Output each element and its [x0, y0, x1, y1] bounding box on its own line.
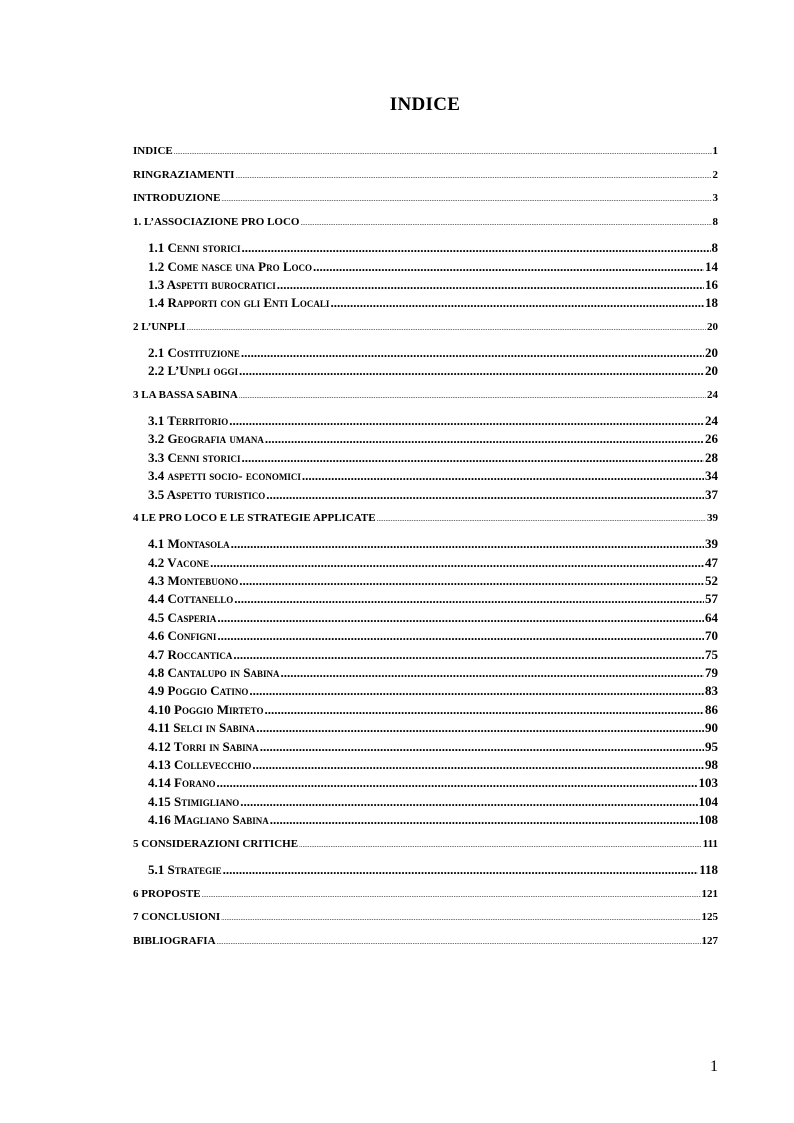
- toc-entry-page: 37: [705, 487, 718, 502]
- toc-entry-label: 1.4 Rapporti con gli Enti Locali: [148, 295, 330, 310]
- toc-entry-page: 20: [705, 363, 718, 378]
- dot-leader: [221, 192, 711, 204]
- toc-entry-page: 24: [707, 389, 718, 401]
- dot-leader: [241, 345, 704, 361]
- toc-entry-label: 3.4 aspetti socio- economici: [148, 468, 301, 483]
- toc-entry-label: RINGRAZIAMENTI: [133, 169, 235, 181]
- toc-entry-page: 64: [705, 610, 718, 625]
- dot-leader: [210, 555, 704, 571]
- toc-entry-page: 16: [705, 277, 718, 292]
- toc-entry-page: 79: [705, 665, 718, 680]
- toc-entry-section-4-7[interactable]: [148, 647, 718, 663]
- toc-entry-page: 47: [705, 555, 718, 570]
- toc-entry-label: 2 L’UNPLI: [133, 321, 186, 333]
- toc-entry-section-5-1[interactable]: [148, 862, 718, 878]
- toc-entry-page: 39: [705, 536, 718, 551]
- toc-entry-chapter-1[interactable]: [133, 216, 718, 228]
- dot-leader: [217, 628, 704, 644]
- toc-entry-label: 3.1 Territorio: [148, 413, 229, 428]
- dot-leader: [240, 794, 697, 810]
- toc-entry-page: 108: [698, 812, 718, 827]
- toc-entry-label: 4.7 Roccantica: [148, 647, 233, 662]
- toc-entry-page: 18: [705, 295, 718, 310]
- toc-entry-page: 121: [701, 888, 718, 900]
- page-number: 1: [710, 1058, 718, 1075]
- toc-entry-page: 103: [698, 775, 718, 790]
- toc-entry-label: 4.9 Poggio Catino: [148, 683, 249, 698]
- toc-entry-section-3-5[interactable]: [148, 487, 718, 503]
- toc-entry-section-4-10[interactable]: [148, 702, 718, 718]
- toc-entry-section-4-3[interactable]: [148, 573, 718, 589]
- toc-entry-section-4-14[interactable]: [148, 775, 718, 791]
- toc-entry-label: 1.1 Cenni storici: [148, 240, 241, 255]
- dot-leader: [217, 935, 701, 947]
- toc-entry-label: 6 PROPOSTE: [133, 888, 201, 900]
- dot-leader: [229, 413, 704, 429]
- toc-entry-chapter-7[interactable]: [133, 911, 718, 923]
- dot-leader: [299, 838, 702, 850]
- dot-leader: [260, 739, 704, 755]
- toc-entry-page: 70: [705, 628, 718, 643]
- toc-entry-page: 127: [701, 935, 718, 947]
- dot-leader: [280, 665, 704, 681]
- toc-entry-section-4-11[interactable]: [148, 720, 718, 736]
- toc-entry-page: 26: [705, 431, 718, 446]
- dot-leader: [239, 573, 704, 589]
- dot-leader: [265, 431, 704, 447]
- dot-leader: [217, 610, 704, 626]
- toc-entry-introduzione[interactable]: [133, 192, 718, 204]
- toc-entry-page: 98: [705, 757, 718, 772]
- toc-entry-label: 4.4 Cottanello: [148, 591, 234, 606]
- toc-entry-section-2-2[interactable]: [148, 363, 718, 379]
- dot-leader: [242, 240, 711, 256]
- toc-entry-section-4-2[interactable]: [148, 555, 718, 571]
- dot-leader: [330, 295, 704, 311]
- toc-entry-label: 1. L’ASSOCIAZIONE PRO LOCO: [133, 216, 300, 228]
- toc-entry-label: INTRODUZIONE: [133, 192, 221, 204]
- toc-entry-label: 5.1 Strategie: [148, 862, 222, 877]
- toc-entry-label: 2.2 L’Unpli oggi: [148, 363, 238, 378]
- toc-entry-label: 3.3 Cenni storici: [148, 450, 241, 465]
- toc-entry-page: 83: [705, 683, 718, 698]
- toc-entry-chapter-6[interactable]: [133, 888, 718, 900]
- dot-leader: [239, 389, 706, 401]
- dot-leader: [256, 720, 704, 736]
- toc-entry-section-4-15[interactable]: [148, 794, 718, 810]
- dot-leader: [249, 683, 704, 699]
- toc-entry-section-4-12[interactable]: [148, 739, 718, 755]
- toc-entry-page: 125: [701, 911, 718, 923]
- toc-entry-page: 75: [705, 647, 718, 662]
- toc-entry-section-2-1[interactable]: [148, 345, 718, 361]
- toc-entry-page: 8: [711, 240, 718, 255]
- dot-leader: [377, 512, 706, 524]
- dot-leader: [202, 888, 701, 900]
- toc-entry-section-4-8[interactable]: [148, 665, 718, 681]
- toc-entry-label: BIBLIOGRAFIA: [133, 935, 216, 947]
- toc-entry-page: 14: [705, 259, 718, 274]
- dot-leader: [233, 647, 704, 663]
- toc-entry-label: 5 CONSIDERAZIONI CRITICHE: [133, 838, 299, 850]
- page-title: INDICE: [389, 94, 461, 115]
- dot-leader: [242, 450, 705, 466]
- toc-entry-section-3-2[interactable]: [148, 431, 718, 447]
- dot-leader: [300, 216, 711, 228]
- toc-entry-label: 3.2 Geografia umana: [148, 431, 264, 446]
- toc-entry-page: 57: [705, 591, 718, 606]
- toc-entry-page: 39: [707, 512, 718, 524]
- dot-leader: [313, 259, 704, 275]
- toc-entry-label: 4.14 Forano: [148, 775, 216, 790]
- dot-leader: [216, 775, 697, 791]
- toc-entry-label: 1.3 Aspetti burocratici: [148, 277, 276, 292]
- toc-entry-section-3-4[interactable]: [148, 468, 718, 484]
- dot-leader: [265, 702, 705, 718]
- toc-entry-chapter-4[interactable]: [133, 512, 718, 524]
- toc-entry-label: 4.6 Configni: [148, 628, 217, 643]
- toc-entry-page: 20: [707, 321, 718, 333]
- toc-entry-page: 95: [705, 739, 718, 754]
- dot-leader: [302, 468, 704, 484]
- toc-entry-page: 111: [702, 838, 718, 850]
- toc-entry-label: 4.3 Montebuono: [148, 573, 239, 588]
- toc-entry-page: 104: [698, 794, 718, 809]
- toc-entry-page: 20: [705, 345, 718, 360]
- dot-leader: [234, 591, 704, 607]
- toc-entry-label: 1.2 Come nasce una Pro Loco: [148, 259, 313, 274]
- toc-entry-label: 3.5 Aspetto turistico: [148, 487, 266, 502]
- toc-entry-bibliografia[interactable]: [133, 935, 718, 947]
- dot-leader: [266, 487, 704, 503]
- toc-entry-page: 3: [712, 192, 718, 204]
- toc-entry-label: INDICE: [133, 145, 173, 157]
- toc-entry-section-4-9[interactable]: [148, 683, 718, 699]
- toc-entry-section-1-4[interactable]: [148, 295, 718, 311]
- toc-entry-page: 24: [705, 413, 718, 428]
- toc-entry-page: 8: [712, 216, 718, 228]
- toc-entry-label: 4.11 Selci in Sabina: [148, 720, 256, 735]
- toc-entry-chapter-5[interactable]: [133, 838, 718, 850]
- toc-entry-label: 4.12 Torri in Sabina: [148, 739, 259, 754]
- toc-entry-section-4-13[interactable]: [148, 757, 718, 773]
- toc-entry-page: 2: [712, 169, 718, 181]
- toc-entry-label: 4.10 Poggio Mirteto: [148, 702, 264, 717]
- dot-leader: [223, 862, 699, 878]
- toc-entry-page: 28: [705, 450, 718, 465]
- dot-leader: [235, 169, 711, 181]
- toc-entry-label: 4.5 Casperia: [148, 610, 217, 625]
- toc-entry-label: 4 LE PRO LOCO E LE STRATEGIE APPLICATE: [133, 512, 376, 524]
- toc-entry-label: 4.8 Cantalupo in Sabina: [148, 665, 280, 680]
- toc-entry-label: 7 CONCLUSIONI: [133, 911, 221, 923]
- toc-entry-page: 90: [705, 720, 718, 735]
- toc-entry-section-1-2[interactable]: [148, 259, 718, 275]
- toc-entry-section-4-5[interactable]: [148, 610, 718, 626]
- dot-leader: [252, 757, 704, 773]
- toc-entry-indice[interactable]: [133, 145, 718, 157]
- dot-leader: [231, 536, 704, 552]
- toc-entry-label: 4.1 Montasola: [148, 536, 230, 551]
- toc-entry-page: 52: [705, 573, 718, 588]
- toc-entry-section-3-1[interactable]: [148, 413, 718, 429]
- toc-entry-label: 4.2 Vacone: [148, 555, 210, 570]
- toc-entry-page: 34: [705, 468, 718, 483]
- dot-leader: [270, 812, 698, 828]
- toc-entry-page: 1: [712, 145, 718, 157]
- toc-entry-label: 4.15 Stimigliano: [148, 794, 240, 809]
- dot-leader: [186, 321, 706, 333]
- toc-entry-ringraziamenti[interactable]: [133, 169, 718, 181]
- toc-entry-section-4-16[interactable]: [148, 812, 718, 828]
- toc-entry-section-1-1[interactable]: [148, 240, 718, 256]
- toc-entry-section-4-6[interactable]: [148, 628, 718, 644]
- toc-entry-label: 2.1 Costituzione: [148, 345, 240, 360]
- toc-entry-section-1-3[interactable]: [148, 277, 718, 293]
- toc-entry-label: 4.13 Collevecchio: [148, 757, 252, 772]
- dot-leader: [277, 277, 704, 293]
- toc-entry-section-4-4[interactable]: [148, 591, 718, 607]
- toc-entry-label: 3 LA BASSA SABINA: [133, 389, 238, 401]
- toc-entry-section-3-3[interactable]: [148, 450, 718, 466]
- dot-leader: [221, 911, 700, 923]
- toc-entry-chapter-2[interactable]: [133, 321, 718, 333]
- toc-entry-chapter-3[interactable]: [133, 389, 718, 401]
- toc-entry-label: 4.16 Magliano Sabina: [148, 812, 269, 827]
- dot-leader: [174, 145, 712, 157]
- toc-entry-page: 118: [699, 862, 718, 877]
- toc-entry-page: 86: [705, 702, 718, 717]
- toc-entry-section-4-1[interactable]: [148, 536, 718, 552]
- dot-leader: [239, 363, 704, 379]
